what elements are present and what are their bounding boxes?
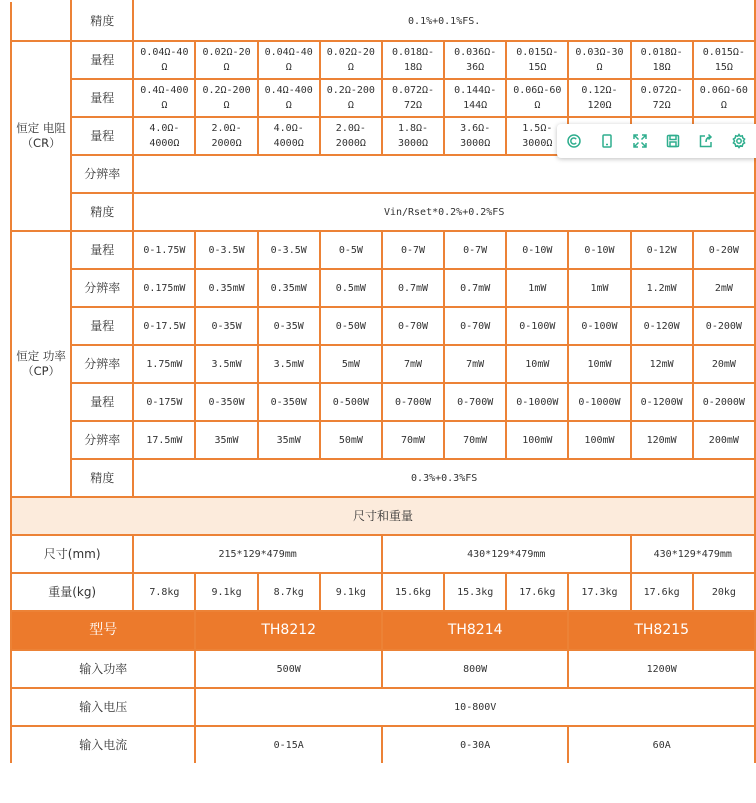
input-power-cell: 800W [382, 650, 568, 688]
model-cell: TH8212 [195, 611, 381, 650]
table-row [11, 497, 755, 535]
value-cell: 0-175W [133, 383, 195, 421]
table-row [11, 421, 755, 459]
value-cell: 9.1kg [320, 573, 382, 611]
value-cell: 0-70W [444, 307, 506, 345]
row-label: 量程 [71, 117, 133, 155]
value-cell: 0.2Ω-200 Ω [195, 79, 257, 117]
value-cell: 0.7mW [382, 269, 444, 307]
value-cell: 0.036Ω- 36Ω [444, 41, 506, 79]
value-cell: 0-20W [693, 231, 755, 269]
value-cell: 0.35mW [195, 269, 257, 307]
value-cell: 20kg [693, 573, 755, 611]
input-current-cell: 0-30A [382, 726, 568, 764]
size-cell: 215*129*479mm [133, 535, 382, 573]
value-cell: 0.02Ω-20 Ω [320, 41, 382, 79]
value-cell: 3.5mW [195, 345, 257, 383]
value-cell: 0.5mW [320, 269, 382, 307]
value-cell: 0.03Ω-30 Ω [568, 41, 630, 79]
value-cell: 12mW [631, 345, 693, 383]
fullscreen-icon[interactable] [628, 129, 652, 153]
value-cell: 4.0Ω- 4000Ω [258, 117, 320, 155]
table-row [11, 383, 755, 421]
value-cell: 2.0Ω- 2000Ω [320, 117, 382, 155]
value-cell: 35mW [195, 421, 257, 459]
value-cell: 0.175mW [133, 269, 195, 307]
value-cell: 1mW [506, 269, 568, 307]
input-current-cell: 60A [568, 726, 755, 764]
value-cell: 7mW [382, 345, 444, 383]
value-cell: 100mW [506, 421, 568, 459]
row-label: 量程 [71, 41, 133, 79]
row-label: 分辨率 [71, 421, 133, 459]
row-label: 量程 [71, 79, 133, 117]
section-header: 尺寸和重量 [11, 497, 755, 535]
value-cell: 0-350W [258, 383, 320, 421]
value-cell: 1.75mW [133, 345, 195, 383]
input-power-cell: 1200W [568, 650, 755, 688]
row-label: 尺寸(mm) [11, 535, 133, 573]
value-cell: 0-3.5W [195, 231, 257, 269]
value-cell: 0.018Ω- 18Ω [382, 41, 444, 79]
table-row [11, 726, 755, 764]
value-cell: 0.072Ω- 72Ω [382, 79, 444, 117]
value-cell: 17.3kg [568, 573, 630, 611]
value-cell: 0.7mW [444, 269, 506, 307]
value-cell: 0-350W [195, 383, 257, 421]
value-cell: 0-700W [382, 383, 444, 421]
value-cell: 35mW [258, 421, 320, 459]
value-cell: 0.144Ω- 144Ω [444, 79, 506, 117]
value-cell: 0.4Ω-400 Ω [258, 79, 320, 117]
cv-precision-value: 0.1%+0.1%FS. [133, 1, 755, 41]
value-cell: 8.7kg [258, 573, 320, 611]
value-cell: 0-1000W [568, 383, 630, 421]
value-cell: 0.35mW [258, 269, 320, 307]
value-cell: 0.072Ω- 72Ω [631, 79, 693, 117]
group-cell-cv [11, 1, 71, 41]
value-cell: 10mW [568, 345, 630, 383]
table-row [11, 307, 755, 345]
value-cell: 0-2000W [693, 383, 755, 421]
value-cell: 0-1.75W [133, 231, 195, 269]
size-cell: 430*129*479mm [382, 535, 631, 573]
value-cell: 17.6kg [631, 573, 693, 611]
table-row [11, 231, 755, 269]
table-row [11, 41, 755, 79]
value-cell: 7.8kg [133, 573, 195, 611]
value-cell: 0.018Ω- 18Ω [631, 41, 693, 79]
value-cell: 0-500W [320, 383, 382, 421]
table-row [11, 650, 755, 688]
value-cell: 3.6Ω- 3000Ω [444, 117, 506, 155]
value-cell: 0-5W [320, 231, 382, 269]
value-cell: 0-120W [631, 307, 693, 345]
value-cell: 0-100W [568, 307, 630, 345]
value-cell: 0.4Ω-400 Ω [133, 79, 195, 117]
tablet-icon[interactable] [595, 129, 619, 153]
group-label-cr: 恒定 电阻 （CR） [11, 41, 71, 231]
value-cell: 5mW [320, 345, 382, 383]
value-cell: 50mW [320, 421, 382, 459]
value-cell: 0-70W [382, 307, 444, 345]
value-cell: 0-1000W [506, 383, 568, 421]
ocr-icon[interactable] [562, 129, 586, 153]
table-row [11, 688, 755, 726]
row-label: 量程 [71, 383, 133, 421]
cp-precision-value: 0.3%+0.3%FS [133, 459, 755, 497]
share-icon[interactable] [694, 129, 718, 153]
floating-toolbar [557, 124, 756, 158]
model-cell: TH8214 [382, 611, 568, 650]
value-cell: 0.015Ω- 15Ω [506, 41, 568, 79]
value-cell: 200mW [693, 421, 755, 459]
row-label: 分辨率 [71, 269, 133, 307]
value-cell: 120mW [631, 421, 693, 459]
value-cell: 9.1kg [195, 573, 257, 611]
row-label: 输入功率 [11, 650, 195, 688]
value-cell: 0-100W [506, 307, 568, 345]
value-cell: 0.015Ω- 15Ω [693, 41, 755, 79]
table-row [11, 459, 755, 497]
value-cell: 0.06Ω-60 Ω [506, 79, 568, 117]
table-row [11, 79, 755, 117]
value-cell: 70mW [444, 421, 506, 459]
value-cell: 2mW [693, 269, 755, 307]
value-cell: 2.0Ω- 2000Ω [195, 117, 257, 155]
value-cell: 7mW [444, 345, 506, 383]
value-cell: 0-10W [506, 231, 568, 269]
value-cell: 4.0Ω- 4000Ω [133, 117, 195, 155]
value-cell: 100mW [568, 421, 630, 459]
value-cell: 0-12W [631, 231, 693, 269]
value-cell: 0.2Ω-200 Ω [320, 79, 382, 117]
input-voltage-value: 10-800V [195, 688, 755, 726]
value-cell: 1.2mW [631, 269, 693, 307]
value-cell: 17.6kg [506, 573, 568, 611]
row-label: 量程 [71, 307, 133, 345]
model-cell: TH8215 [568, 611, 755, 650]
value-cell: 0.04Ω-40 Ω [258, 41, 320, 79]
model-label: 型号 [11, 611, 195, 650]
value-cell: 1mW [568, 269, 630, 307]
row-label: 重量(kg) [11, 573, 133, 611]
value-cell: 0-3.5W [258, 231, 320, 269]
value-cell: 0-17.5W [133, 307, 195, 345]
row-label: 精度 [71, 193, 133, 231]
settings-icon[interactable] [727, 129, 751, 153]
row-label: 量程 [71, 231, 133, 269]
table-row [11, 573, 755, 611]
table-row [11, 193, 755, 231]
value-cell: 0.06Ω-60 Ω [693, 79, 755, 117]
cr-resolution-value [133, 155, 755, 193]
value-cell: 15.3kg [444, 573, 506, 611]
size-cell: 430*129*479mm [631, 535, 755, 573]
row-label: 输入电流 [11, 726, 195, 764]
row-label: 精度 [71, 1, 133, 41]
spec-table [10, 0, 756, 765]
value-cell: 0.04Ω-40 Ω [133, 41, 195, 79]
value-cell: 0-35W [195, 307, 257, 345]
cr-precision-value: Vin/Rset*0.2%+0.2%FS [133, 193, 755, 231]
table-row [11, 535, 755, 573]
row-label: 分辨率 [71, 155, 133, 193]
value-cell: 0.12Ω- 120Ω [568, 79, 630, 117]
row-label: 精度 [71, 459, 133, 497]
group-label-cp: 恒定 功率 （CP） [11, 231, 71, 497]
table-row [11, 1, 755, 41]
value-cell: 0-200W [693, 307, 755, 345]
save-icon[interactable] [661, 129, 685, 153]
value-cell: 0.02Ω-20 Ω [195, 41, 257, 79]
table-row [11, 269, 755, 307]
value-cell: 0-50W [320, 307, 382, 345]
value-cell: 17.5mW [133, 421, 195, 459]
table-row [11, 345, 755, 383]
value-cell: 0-35W [258, 307, 320, 345]
value-cell: 1.8Ω- 3000Ω [382, 117, 444, 155]
value-cell: 0-7W [382, 231, 444, 269]
value-cell: 10mW [506, 345, 568, 383]
row-label: 输入电压 [11, 688, 195, 726]
input-power-cell: 500W [195, 650, 381, 688]
value-cell: 0-7W [444, 231, 506, 269]
table-row [11, 155, 755, 193]
value-cell: 1.5Ω- 3000Ω [506, 117, 568, 155]
value-cell: 20mW [693, 345, 755, 383]
value-cell: 3.5mW [258, 345, 320, 383]
input-current-cell: 0-15A [195, 726, 381, 764]
value-cell: 0-10W [568, 231, 630, 269]
value-cell: 0-700W [444, 383, 506, 421]
table-row [11, 611, 755, 650]
value-cell: 15.6kg [382, 573, 444, 611]
value-cell: 0-1200W [631, 383, 693, 421]
value-cell: 70mW [382, 421, 444, 459]
row-label: 分辨率 [71, 345, 133, 383]
